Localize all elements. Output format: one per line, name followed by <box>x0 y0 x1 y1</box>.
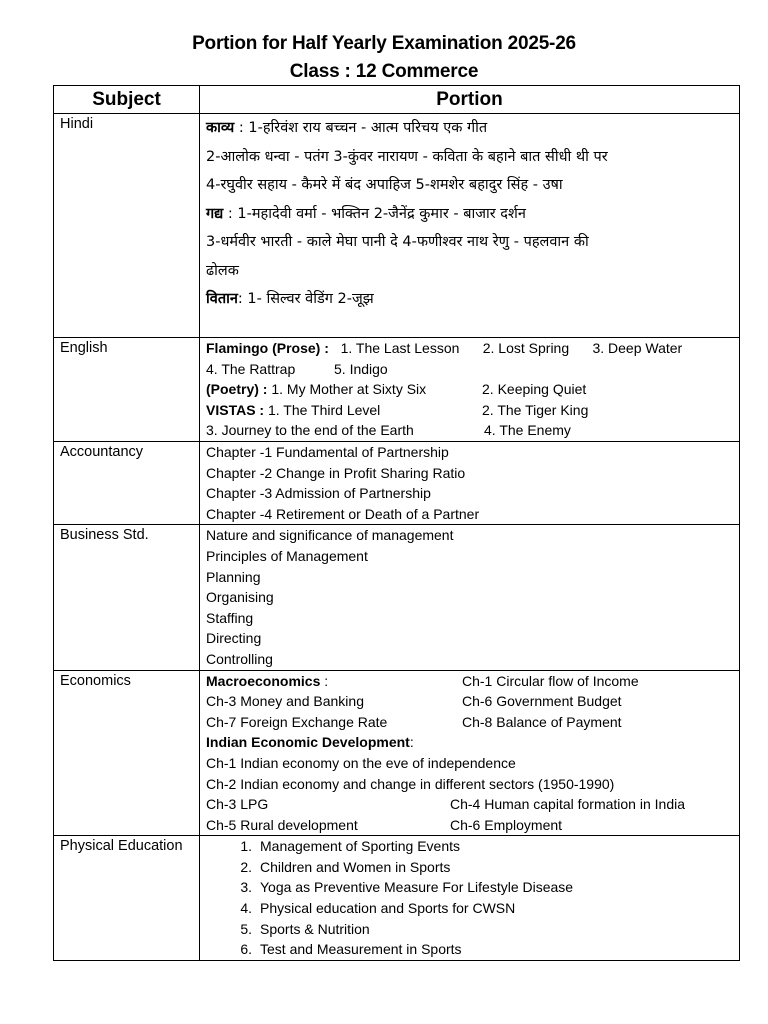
list-item: Organising <box>206 589 274 606</box>
column-header-subject: Subject <box>54 86 200 114</box>
list-item: Planning <box>206 568 261 585</box>
physical-education-list <box>206 836 739 960</box>
list-item: 4. Physical education and Sports for CWSN <box>240 900 516 917</box>
english-line: 3. Journey to the end of the Earth 4. The Enemy <box>206 422 571 439</box>
list-item: Nature and significance of management <box>206 527 454 544</box>
table-row-economics <box>54 670 740 836</box>
subject-physical-education: Physical Education <box>54 836 200 961</box>
portion-economics <box>200 670 740 836</box>
economics-line: Ch-5 Rural development Ch-6 Employment <box>206 816 563 833</box>
portion-business <box>200 525 740 670</box>
list-item: 2. Children and Women in Sports <box>240 858 451 875</box>
hindi-line: ढोलक <box>206 262 239 279</box>
economics-line: Indian Economic Development: <box>206 734 414 751</box>
hindi-line: वितान: 1- सिल्वर वेडिंग 2-जूझ <box>206 291 374 307</box>
hindi-line: काव्य : 1-हरिवंश राय बच्चन - आत्म परिचय एक गीत <box>206 120 488 136</box>
page-subtitle: Class : 12 Commerce <box>289 61 479 82</box>
list-item: Staffing <box>206 609 254 626</box>
list-item: Chapter -1 Fundamental of Partnership <box>206 444 449 460</box>
list-item: 1. Management of Sporting Events <box>240 838 461 855</box>
english-line: (Poetry) : 1. My Mother at Sixty Six 2. Keeping Quiet <box>206 381 587 398</box>
english-line: 4. The Rattrap 5. Indigo <box>206 360 388 377</box>
english-line: VISTAS : 1. The Third Level 2. The Tiger King <box>206 401 589 418</box>
portion-physical-education <box>200 836 740 961</box>
economics-line: Ch-3 Money and Banking Ch-6 Government Budget <box>206 693 622 710</box>
list-item: Chapter -2 Change in Profit Sharing Ratio <box>206 464 466 481</box>
portion-table <box>53 85 740 961</box>
subject-accountancy: Accountancy <box>54 442 200 525</box>
portion-hindi <box>200 114 740 338</box>
list-item: 5. Sports & Nutrition <box>240 920 370 937</box>
hindi-line: गद्य : 1-महादेवी वर्मा - भक्तिन 2-जैनेंद्र कुमार - बाजार दर्शन <box>206 205 526 222</box>
portion-accountancy <box>200 442 740 525</box>
table-row-accountancy <box>54 442 740 525</box>
page-title: Portion for Half Yearly Examination 2025-26 <box>192 33 576 54</box>
hindi-line: 4-रघुवीर सहाय - कैमरे में बंद अपाहिज 5-शमशेर बहादुर सिंह - उषा <box>206 177 563 193</box>
list-item: Chapter -3 Admission of Partnership <box>206 485 431 502</box>
economics-line: Macroeconomics : Ch-1 Circular flow of Income <box>206 672 639 689</box>
subject-english: English <box>54 338 200 442</box>
list-item: Directing <box>206 630 262 647</box>
subject-economics: Economics <box>54 670 200 836</box>
table-row-english <box>54 338 740 442</box>
table-row-business <box>54 525 740 670</box>
list-item: Principles of Management <box>206 547 368 564</box>
economics-line: Ch-7 Foreign Exchange Rate Ch-8 Balance of Payment <box>206 713 622 730</box>
hindi-gadya-label: गद्य <box>206 205 224 222</box>
table-row-physical-education <box>54 836 740 961</box>
list-item: Chapter -4 Retirement or Death of a Partner <box>206 505 480 522</box>
column-header-portion: Portion <box>200 86 740 114</box>
economics-line: Ch-3 LPG Ch-4 Human capital formation in India <box>206 796 686 813</box>
portion-english <box>200 338 740 442</box>
hindi-vitan-label: वितान <box>206 291 238 307</box>
title-block <box>0 30 768 86</box>
list-item: Controlling <box>206 650 273 667</box>
list-item: 6. Test and Measurement in Sports <box>240 941 462 958</box>
english-line: Flamingo (Prose) : 1. The Last Lesson 2. Lost Spring 3. Deep Water <box>206 340 683 356</box>
list-item: 3. Yoga as Preventive Measure For Lifestyle Disease <box>240 879 574 896</box>
hindi-kavya-label: काव्य <box>206 120 235 136</box>
hindi-line: 3-धर्मवीर भारती - काले मेघा पानी दे 4-फणीश्वर नाथ रेणु - पहलवान की <box>206 234 589 250</box>
subject-business: Business Std. <box>54 525 200 670</box>
table-header-row <box>54 86 740 114</box>
economics-line: Ch-2 Indian economy and change in different sectors (1950-1990) <box>206 775 615 792</box>
hindi-line: 2-आलोक धन्वा - पतंग 3-कुंवर नारायण - कविता के बहाने बात सीधी थी पर <box>206 148 608 165</box>
subject-hindi: Hindi <box>54 114 200 338</box>
economics-line: Ch-1 Indian economy on the eve of independence <box>206 754 516 771</box>
table-row-hindi <box>54 114 740 338</box>
